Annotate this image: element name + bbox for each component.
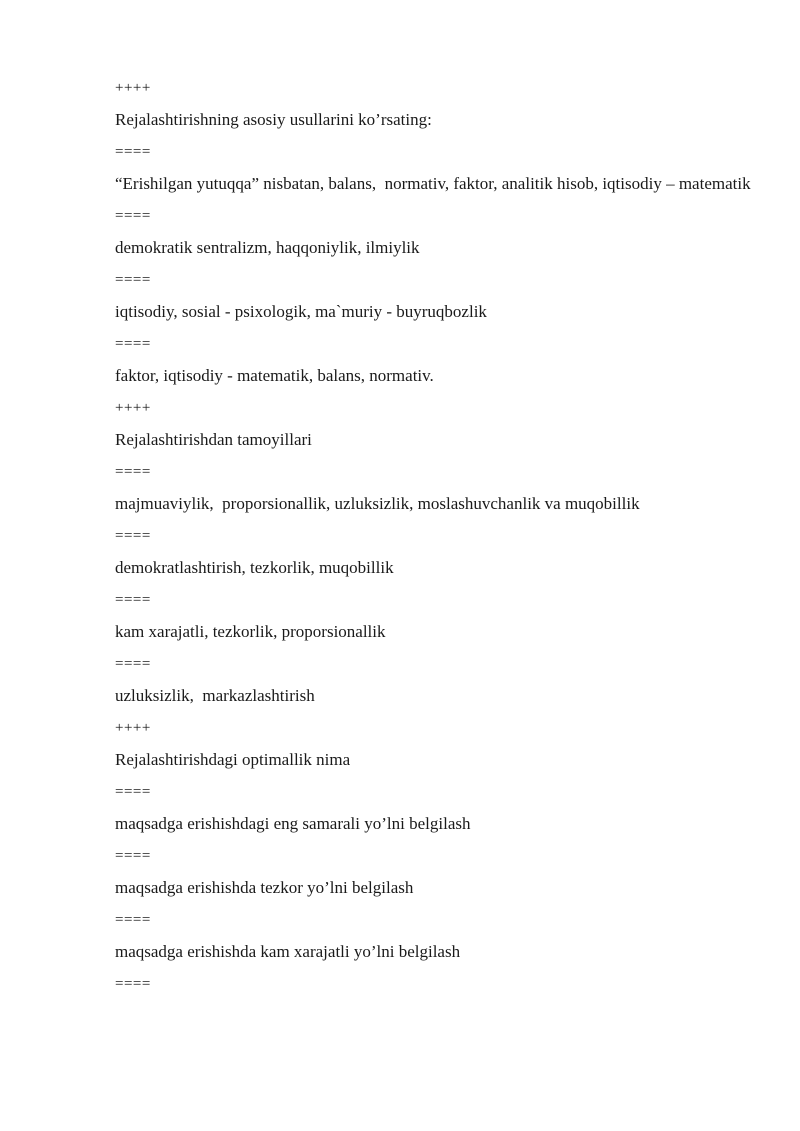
answer-separator: ==== [115, 912, 151, 928]
question-text: Rejalashtirishdagi optimallik nima [115, 750, 351, 769]
answer-separator: ==== [115, 144, 151, 160]
answer-option: maqsadga erishishda kam xarajatli yo’lni belgilash [115, 942, 461, 961]
answer-separator: ==== [115, 656, 151, 672]
answer-separator: ==== [115, 336, 151, 352]
question-separator: ++++ [115, 80, 151, 96]
answer-separator: ==== [115, 784, 151, 800]
question-separator: ++++ [115, 400, 151, 416]
answer-separator: ==== [115, 208, 151, 224]
answer-separator: ==== [115, 464, 151, 480]
answer-option: iqtisodiy, sosial - psixologik, ma`muriy - buyruqbozlik [115, 302, 487, 321]
answer-separator: ==== [115, 592, 151, 608]
answer-option: “Erishilgan yutuqqa” nisbatan, balans, normativ, faktor, analitik hisob, iqtisodiy – matematik [115, 174, 751, 193]
answer-option: uzluksizlik, markazlashtirish [115, 686, 315, 705]
answer-option: demokratik sentralizm, haqqoniylik, ilmiylik [115, 238, 420, 257]
answer-separator: ==== [115, 272, 151, 288]
answer-option: maqsadga erishishda tezkor yo’lni belgilash [115, 878, 414, 897]
answer-separator: ==== [115, 848, 151, 864]
answer-option: maqsadga erishishdagi eng samarali yo’lni belgilash [115, 814, 471, 833]
answer-option: kam xarajatli, tezkorlik, proporsionallik [115, 622, 386, 641]
question-text: Rejalashtirishning asosiy usullarini ko’rsating: [115, 110, 432, 129]
document-body [115, 78, 755, 1006]
question-text: Rejalashtirishdan tamoyillari [115, 430, 312, 449]
question-separator: ++++ [115, 720, 151, 736]
answer-option: demokratlashtirish, tezkorlik, muqobillik [115, 558, 394, 577]
answer-option: majmuaviylik, proporsionallik, uzluksizlik, moslashuvchanlik va muqobillik [115, 494, 640, 513]
answer-separator: ==== [115, 976, 151, 992]
answer-separator: ==== [115, 528, 151, 544]
answer-option: faktor, iqtisodiy - matematik, balans, normativ. [115, 366, 434, 385]
